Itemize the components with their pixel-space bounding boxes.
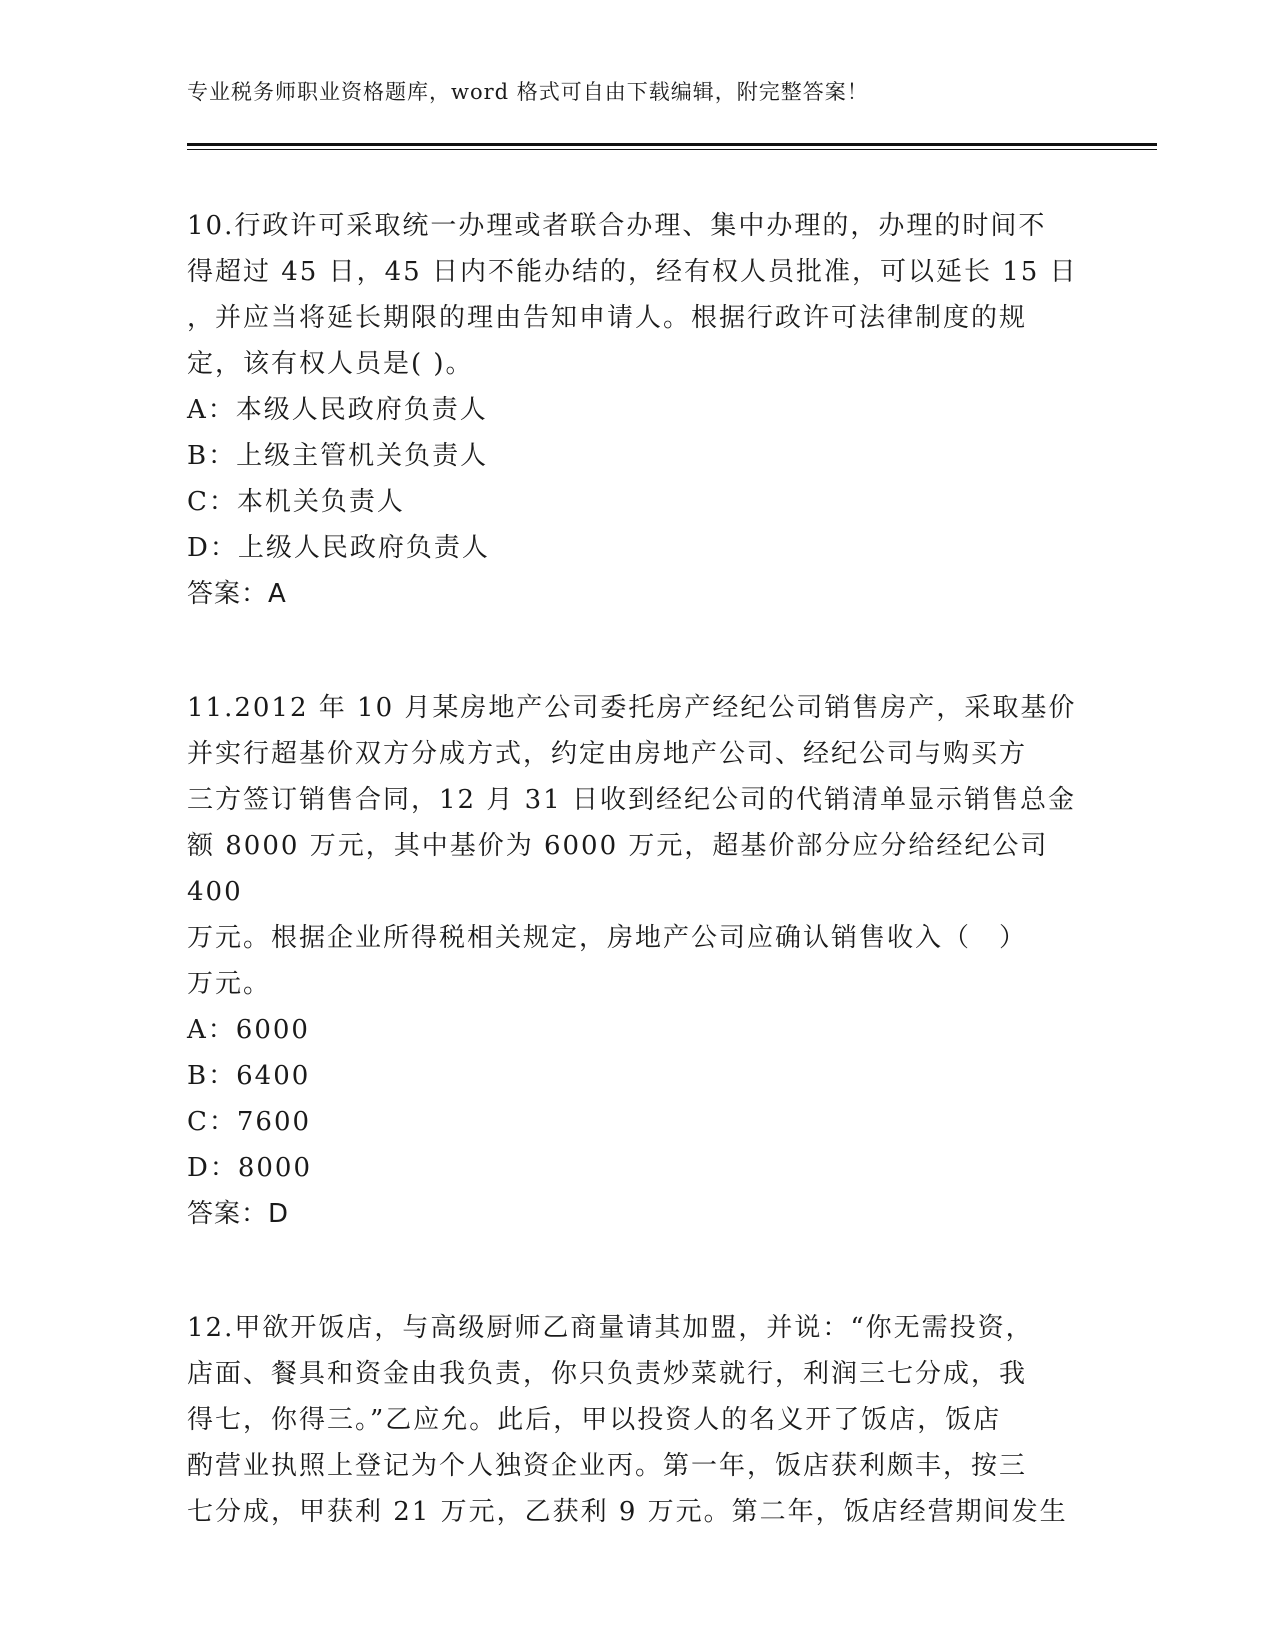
question-stem-line: 三方签订销售合同，12 月 31 日收到经纪公司的代销清单显示销售总金 — [187, 785, 1076, 815]
option-c: C：7600 — [187, 1107, 312, 1137]
question-stem-line: 得七，你得三。”乙应允。此后，甲以投资人的名义开了饭店，饭店 — [187, 1405, 1002, 1435]
question-stem-line: 10.行政许可采取统一办理或者联合办理、集中办理的，办理的时间不 — [187, 211, 1047, 241]
option-c: C：本机关负责人 — [187, 487, 405, 517]
question-stem-line: 万元。根据企业所得税相关规定，房地产公司应确认销售收入（ ） — [187, 923, 1028, 953]
question-stem-line: 七分成，甲获利 21 万元，乙获利 9 万元。第二年，饭店经营期间发生 — [187, 1497, 1068, 1527]
question-stem-line: 额 8000 万元，其中基价为 6000 万元，超基价部分应分给经纪公司 400 — [187, 831, 1049, 907]
question-stem-line: ，并应当将延长期限的理由告知申请人。根据行政许可法律制度的规 — [187, 303, 1028, 333]
option-a: A：本级人民政府负责人 — [187, 395, 488, 425]
question-stem-line: 酌营业执照上登记为个人独资企业丙。第一年，饭店获利颇丰，按三 — [187, 1451, 1028, 1481]
question-10 — [187, 203, 1087, 617]
option-b: B：6400 — [187, 1061, 311, 1091]
answer-label: 答案：A — [187, 579, 287, 609]
option-a: A：6000 — [187, 1015, 310, 1045]
option-d: D：8000 — [187, 1153, 313, 1183]
question-spacer — [187, 617, 1087, 685]
question-stem-line: 12.甲欲开饭店，与高级厨师乙商量请其加盟，并说：“你无需投资， — [187, 1313, 1034, 1343]
question-stem-line: 得超过 45 日，45 日内不能办结的，经有权人员批准，可以延长 15 日 — [187, 257, 1078, 287]
question-11 — [187, 685, 1087, 1237]
question-stem-line: 万元。 — [187, 969, 272, 999]
question-stem-line: 并实行超基价双方分成方式，约定由房地产公司、经纪公司与购买方 — [187, 739, 1028, 769]
question-stem-line: 11.2012 年 10 月某房地产公司委托房产经纪公司销售房产，采取基价 — [187, 693, 1077, 723]
option-b: B：上级主管机关负责人 — [187, 441, 489, 471]
question-spacer — [187, 1237, 1087, 1305]
answer-label: 答案：D — [187, 1199, 290, 1229]
header-divider-thin — [187, 149, 1157, 150]
question-12 — [187, 1305, 1087, 1535]
question-stem-line: 店面、餐具和资金由我负责，你只负责炒菜就行，利润三七分成，我 — [187, 1359, 1028, 1389]
header-divider-thick — [187, 143, 1157, 146]
option-d: D：上级人民政府负责人 — [187, 533, 490, 563]
question-list — [187, 203, 1087, 1535]
question-stem-line: 定，该有权人员是( )。 — [187, 349, 474, 379]
page-header: 专业税务师职业资格题库，word 格式可自由下载编辑，附完整答案！ — [187, 80, 869, 104]
